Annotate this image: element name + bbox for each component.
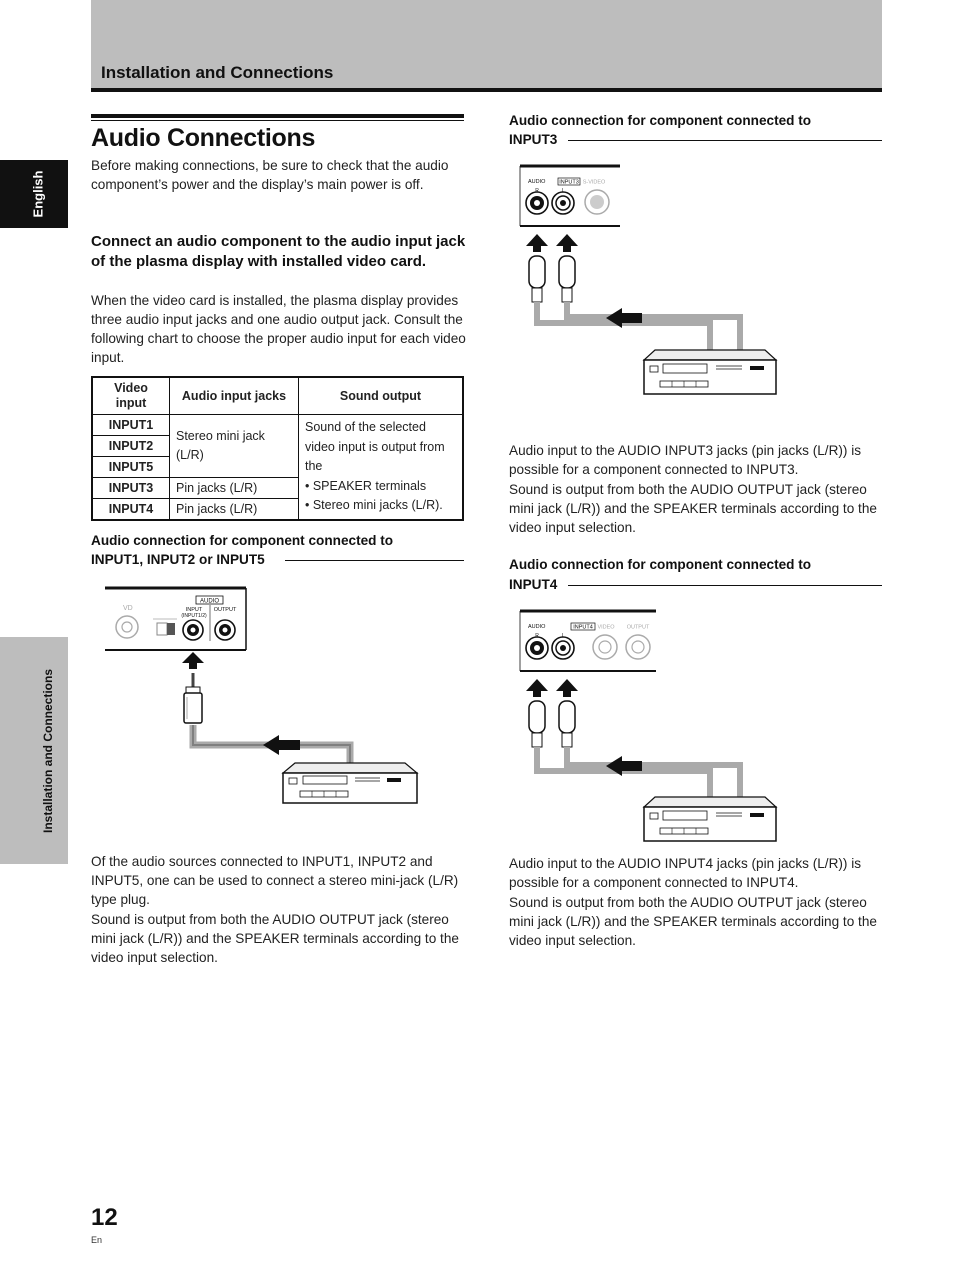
page-number: 12 [91,1204,118,1231]
th-audio-jacks: Audio input jacks [170,377,299,415]
cell-stereo-mini-jack: Stereo mini jack (L/R) [170,415,299,478]
up-arrow-icon [556,679,578,697]
row-input: INPUT2 [92,436,170,457]
page-title: Audio Connections [91,124,316,152]
row-input: INPUT3 [92,478,170,499]
sound-output-text: Sound of the selected video input is output from the [305,420,445,474]
input3-heading-line2: INPUT3 [509,132,558,147]
row-jack: Pin jacks (L/R) [170,478,299,499]
input4-connection-diagram [518,605,786,845]
input125-connection-diagram [105,585,425,810]
vd-label: VD [123,605,133,612]
input3-body2: Sound is output from both the AUDIO OUTPUT jack (stereo mini jack (L/R)) and the SPEAKER terminals according to the video input selection. [509,482,877,535]
input4-body1: Audio input to the AUDIO INPUT4 jacks (pin jacks (L/R)) is possible for a component connected to INPUT4. [509,856,862,890]
th-video-input: Video input [92,377,170,415]
video-output-jack-icon [626,635,650,659]
video-jack-icon [593,635,617,659]
sound-output-bullet-speaker: • SPEAKER terminals [305,478,427,493]
section-header-title: Installation and Connections [101,63,334,82]
input125-heading-line1: Audio connection for component connected to [91,533,394,548]
audio-label: AUDIO [199,598,220,605]
output-label: OUTPUT [626,624,650,631]
up-arrow-icon [556,234,578,252]
pin-plug-l-icon [559,256,575,288]
side-tab-installation [0,637,68,864]
side-tab-installation-label: Installation and Connections [41,668,55,833]
input4-heading-line2: INPUT4 [509,577,558,592]
l-label: L [561,633,565,639]
input-sub-label: (INPUT1/2) [181,613,207,619]
cell-sound-output [299,415,464,521]
video-label: VIDEO [597,624,615,631]
input4-body2: Sound is output from both the AUDIO OUTPUT jack (stereo mini jack (L/R)) and the SPEAKER terminals according to the video input selection. [509,895,877,948]
row-input: INPUT5 [92,457,170,478]
input125-body2: Sound is output from both the AUDIO OUTPUT jack (stereo mini jack (L/R)) and the SPEAKER terminals according to the video input selection. [91,912,459,965]
row-input: INPUT4 [92,499,170,521]
input-label: INPUT [185,607,203,613]
table-row [92,415,463,436]
pin-plug-r-icon [529,701,545,733]
input3-label: INPUT3 [559,179,579,186]
page-language: En [91,1235,103,1245]
left-arrow-icon [263,735,300,755]
input4-heading-rule [568,585,882,586]
output-label: OUTPUT [213,607,237,613]
l-label: L [561,188,565,194]
side-tab-english [0,160,68,228]
input3-heading-rule [568,140,882,141]
up-arrow-icon [526,234,548,252]
input125-heading-rule [285,560,464,561]
r-label: R [535,188,539,194]
row-jack: Pin jacks (L/R) [170,499,299,521]
row-input: INPUT1 [92,415,170,436]
up-arrow-icon [182,652,204,669]
input125-body1: Of the audio sources connected to INPUT1, INPUT2 and INPUT5, one can be used to connect a stereo mini-jack (L/R) type plug. [91,854,459,907]
switch-icon [157,623,167,635]
sound-output-bullet-mini: • Stereo mini jacks (L/R). [305,498,443,513]
connect-subheading: Connect an audio component to the audio input jack of the plasma display with installed video card. [91,233,466,270]
audio-label: AUDIO [528,624,546,630]
pin-plug-l-icon [559,701,575,733]
input3-body1: Audio input to the AUDIO INPUT3 jacks (pin jacks (L/R)) is possible for a component connected to INPUT3. [509,443,862,477]
intro-paragraph: Before making connections, be sure to check that the audio component’s power and the display’s main power is off. [91,158,449,192]
audio-jack-chart [91,376,464,521]
input4-heading-line1: Audio connection for component connected to [509,557,812,572]
pin-plug-r-icon [529,256,545,288]
r-label: R [535,633,539,639]
side-tab-english-label: English [30,170,46,218]
connect-body: When the video card is installed, the plasma display provides three audio input jacks and one audio output jack. Consult the following chart to choose the proper audio input for each video input. [91,293,466,365]
input3-connection-diagram [518,160,786,400]
svideo-label: S-VIDEO [582,179,606,186]
up-arrow-icon [526,679,548,697]
input4-label: INPUT4 [573,624,593,631]
input3-heading-line1: Audio connection for component connected to [509,113,812,128]
vd-jack-icon [116,616,138,638]
input125-heading-line2: INPUT1, INPUT2 or INPUT5 [91,552,265,567]
th-sound-output: Sound output [299,377,464,415]
audio-label: AUDIO [528,179,546,185]
title-rule [91,114,464,121]
